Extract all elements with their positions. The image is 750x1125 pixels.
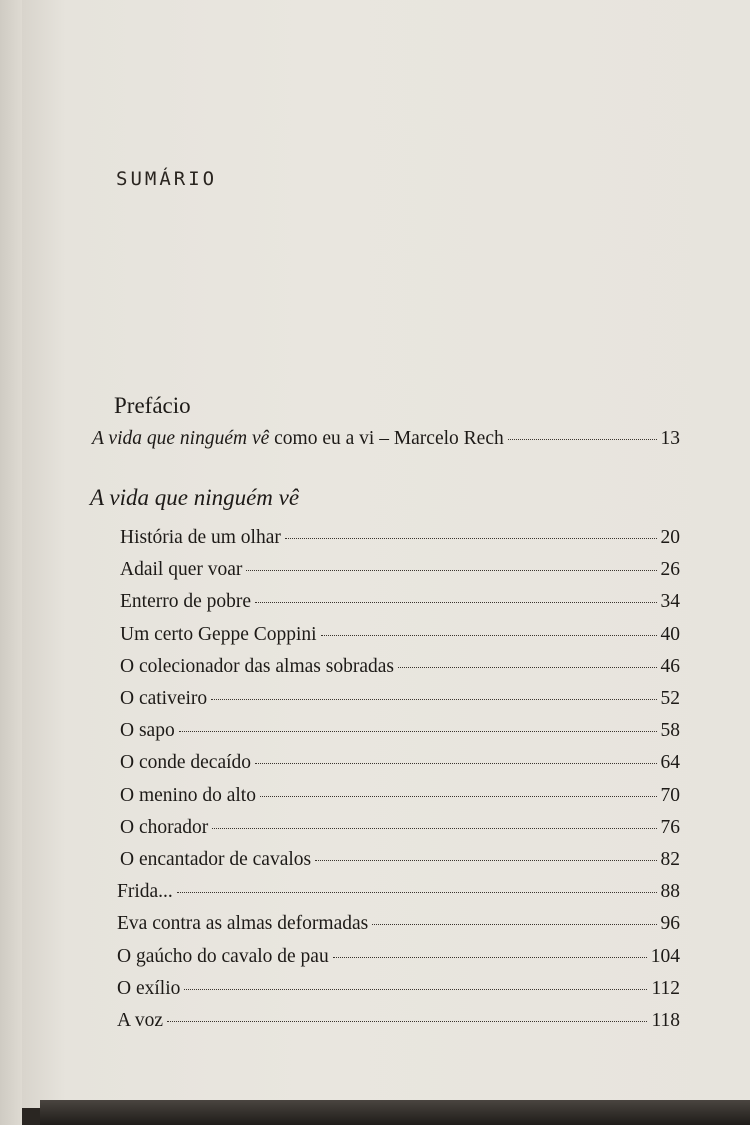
toc-entry	[120, 688, 680, 710]
part-title: A vida que ninguém vê	[90, 485, 300, 510]
leader-dots	[508, 439, 657, 440]
toc-entry-title: O chorador	[120, 816, 209, 838]
leader-dots	[285, 538, 657, 539]
toc-entry-page: 104	[650, 945, 680, 967]
page-gutter	[0, 0, 22, 1125]
preface-entry-title-rest: como eu a vi – Marcelo Rech	[269, 428, 504, 449]
leader-dots	[177, 892, 657, 893]
leader-dots	[179, 731, 657, 732]
toc-entry-page: 52	[660, 688, 680, 709]
toc-entry-page: 76	[660, 816, 680, 838]
toc-entry	[117, 978, 680, 1000]
leader-dots	[398, 667, 657, 668]
toc-entry	[117, 946, 680, 968]
toc-entry-page: 112	[651, 977, 680, 999]
leader-dots	[372, 924, 656, 925]
toc-entry	[120, 785, 680, 807]
leader-dots	[255, 602, 656, 603]
toc-entry	[120, 559, 680, 581]
toc-entry-page: 40	[660, 623, 680, 645]
toc-entry	[117, 913, 680, 935]
leader-dots	[260, 796, 657, 797]
toc-entry	[120, 720, 680, 742]
toc-entry	[117, 881, 680, 903]
toc-entry-page: 64	[660, 752, 680, 774]
toc-entry-title: O sapo	[120, 720, 175, 742]
toc-entry	[120, 591, 680, 613]
leader-dots	[255, 763, 656, 764]
toc-entry-page: 88	[660, 881, 680, 903]
toc-entry-page: 34	[660, 591, 680, 613]
preface-entry	[92, 428, 680, 450]
toc-entry	[120, 752, 680, 774]
toc-entry-title: Eva contra as almas deformadas	[117, 913, 369, 935]
toc-entry-title: O conde decaído	[120, 752, 252, 774]
page-heading: SUMÁRIO	[116, 168, 218, 190]
toc-entry	[117, 1010, 680, 1032]
toc-entry-title: O colecionador das almas sobradas	[120, 655, 394, 677]
toc-entry	[120, 624, 680, 646]
toc-entry	[120, 527, 680, 549]
toc-entry-title: A voz	[117, 1010, 164, 1031]
leader-dots	[321, 635, 657, 636]
preface-entry-title-italic: A vida que ninguém vê	[92, 428, 270, 449]
toc-entry-page: 118	[651, 1010, 680, 1031]
toc-entry-page: 58	[660, 720, 680, 742]
leader-dots	[167, 1021, 647, 1022]
toc-entry-page: 82	[660, 849, 680, 870]
toc-entry-title: O encantador de cavalos	[120, 849, 312, 870]
toc-entry-page: 26	[660, 559, 680, 581]
book-page	[22, 0, 750, 1108]
toc-entry-page: 70	[660, 784, 680, 806]
leader-dots	[246, 570, 656, 571]
toc-entry-title: História de um olhar	[120, 527, 281, 548]
toc-entry-page: 46	[660, 655, 680, 677]
toc-entry-page: 96	[660, 913, 680, 935]
toc-entry	[120, 817, 680, 839]
preface-entry-title	[92, 428, 504, 450]
toc-entry-title: Um certo Geppe Coppini	[120, 623, 317, 645]
leader-dots	[212, 828, 656, 829]
toc-entry-page: 20	[660, 527, 680, 548]
bottom-shadow	[40, 1100, 750, 1125]
toc-entry-title: Enterro de pobre	[120, 591, 252, 613]
toc-entry-title: Adail quer voar	[120, 559, 243, 581]
leader-dots	[315, 860, 656, 861]
toc-entry	[120, 656, 680, 678]
toc-entry	[120, 849, 680, 871]
leader-dots	[211, 699, 656, 700]
toc-entry-title: Frida...	[117, 881, 173, 903]
preface-entry-page: 13	[660, 428, 680, 449]
leader-dots	[184, 989, 647, 990]
preface-title: Prefácio	[114, 393, 191, 418]
toc-entry-title: O cativeiro	[120, 688, 208, 709]
toc-entry-title: O exílio	[117, 977, 181, 999]
toc-entry-title: O gaúcho do cavalo de pau	[117, 945, 329, 967]
toc-entry-title: O menino do alto	[120, 784, 256, 806]
leader-dots	[333, 957, 647, 958]
